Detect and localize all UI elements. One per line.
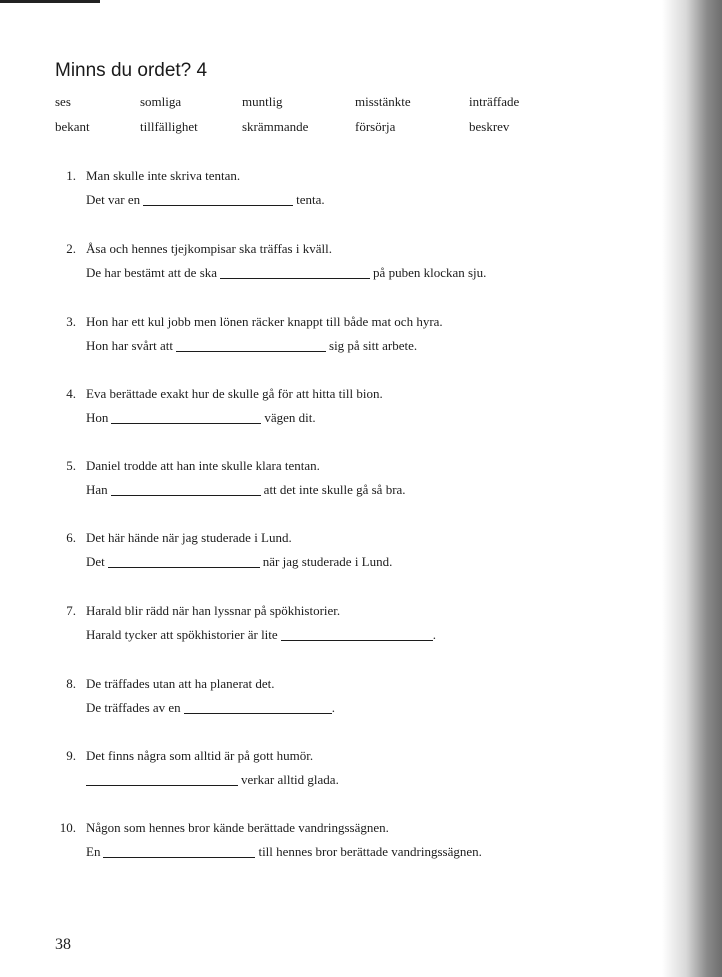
answer-blank[interactable]	[143, 204, 293, 206]
fill-after-text: sig på sitt arbete.	[329, 338, 418, 353]
answer-blank[interactable]	[176, 350, 326, 352]
exercise-sentence: Daniel trodde att han inte skulle klara tentan.	[86, 458, 320, 473]
exercise-sentence: Det finns några som alltid är på gott humör.	[86, 748, 314, 763]
exercise-sentence: Hon har ett kul jobb men lönen räcker knappt till både mat och hyra.	[86, 314, 443, 329]
exercise-number: 3.	[66, 314, 76, 329]
exercise-body	[86, 526, 556, 574]
word-bank-row	[55, 94, 575, 119]
fill-after-text: verkar alltid glada.	[241, 772, 339, 787]
answer-blank[interactable]	[111, 422, 261, 424]
fill-before-text: Det var en	[86, 192, 141, 207]
exercise-sentence: Åsa och hennes tjejkompisar ska träffas i kväll.	[86, 241, 332, 256]
exercise-number: 7.	[66, 603, 76, 618]
word-bank-word: ses	[55, 94, 71, 109]
answer-blank[interactable]	[111, 494, 261, 496]
exercise-body	[86, 164, 556, 212]
exercise-number: 9.	[66, 748, 76, 763]
exercise-fill-line	[86, 478, 556, 502]
exercise-number: 4.	[66, 386, 76, 401]
exercise-sentence: Det här hände när jag studerade i Lund.	[86, 530, 292, 545]
exercise-fill-line	[86, 768, 556, 792]
exercise-fill-line	[86, 261, 556, 285]
fill-after-text: till hennes bror berättade vandringssägnen.	[258, 844, 482, 859]
exercise-fill-line	[86, 188, 556, 212]
word-bank-word: skrämmande	[242, 119, 309, 134]
word-bank-word: muntlig	[242, 94, 283, 109]
fill-before-text: Det	[86, 554, 105, 569]
exercise-sentence: De träffades utan att ha planerat det.	[86, 676, 275, 691]
exercise-body	[86, 310, 556, 358]
answer-blank[interactable]	[108, 566, 260, 568]
exercise-sentence: Man skulle inte skriva tentan.	[86, 168, 241, 183]
exercise-fill-line	[86, 406, 556, 430]
exercise-fill-line	[86, 840, 556, 864]
exercise-number: 10.	[59, 820, 76, 835]
fill-before-text: Han	[86, 482, 108, 497]
exercise-sentence: Harald blir rädd när han lyssnar på spökhistorier.	[86, 603, 341, 618]
exercise-body	[86, 382, 556, 430]
page-title: Minns du ordet? 4	[55, 60, 208, 81]
word-bank-word: försörja	[355, 119, 396, 134]
fill-after-text: att det inte skulle gå så bra.	[263, 482, 406, 497]
exercise-body	[86, 744, 556, 792]
exercise-number: 6.	[66, 530, 76, 545]
answer-blank[interactable]	[103, 856, 255, 858]
word-bank-word: somliga	[140, 94, 182, 109]
word-bank-word: bekant	[55, 119, 90, 134]
fill-before-text: De träffades av en	[86, 700, 181, 715]
word-bank	[55, 94, 575, 144]
exercise-number: 1.	[66, 168, 76, 183]
fill-after-text: på puben klockan sju.	[373, 265, 487, 280]
answer-blank[interactable]	[184, 712, 332, 714]
fill-before-text: De har bestämt att de ska	[86, 265, 218, 280]
word-bank-word: misstänkte	[355, 94, 411, 109]
exercise-body	[86, 816, 556, 864]
page-edge-shadow	[662, 0, 722, 977]
exercise-number: 2.	[66, 241, 76, 256]
top-rule	[0, 0, 100, 3]
fill-before-text: En	[86, 844, 101, 859]
answer-blank[interactable]	[86, 784, 238, 786]
fill-before-text: Hon	[86, 410, 109, 425]
word-bank-word: beskrev	[469, 119, 510, 134]
exercise-body	[86, 237, 556, 285]
exercise-body	[86, 454, 556, 502]
exercise-number: 8.	[66, 676, 76, 691]
exercise-fill-line	[86, 550, 556, 574]
fill-before-text: Harald tycker att spökhistorier är lite	[86, 627, 278, 642]
word-bank-row	[55, 119, 575, 144]
exercise-sentence: Någon som hennes bror kände berättade vandringssägnen.	[86, 820, 389, 835]
exercise-fill-line	[86, 696, 556, 720]
fill-after-text: .	[331, 700, 335, 715]
fill-after-text: .	[432, 627, 436, 642]
exercise-body	[86, 672, 556, 720]
answer-blank[interactable]	[281, 639, 433, 641]
exercise-fill-line	[86, 623, 556, 647]
word-bank-word: tillfällighet	[140, 119, 198, 134]
exercise-number: 5.	[66, 458, 76, 473]
fill-after-text: tenta.	[296, 192, 325, 207]
exercise-sentence: Eva berättade exakt hur de skulle gå för att hitta till bion.	[86, 386, 383, 401]
word-bank-word: inträffade	[469, 94, 520, 109]
exercise-fill-line	[86, 334, 556, 358]
page-number: 38	[55, 936, 71, 953]
answer-blank[interactable]	[220, 277, 370, 279]
fill-before-text: Hon har svårt att	[86, 338, 174, 353]
exercise-body	[86, 599, 556, 647]
fill-after-text: vägen dit.	[264, 410, 316, 425]
fill-after-text: när jag studerade i Lund.	[262, 554, 393, 569]
